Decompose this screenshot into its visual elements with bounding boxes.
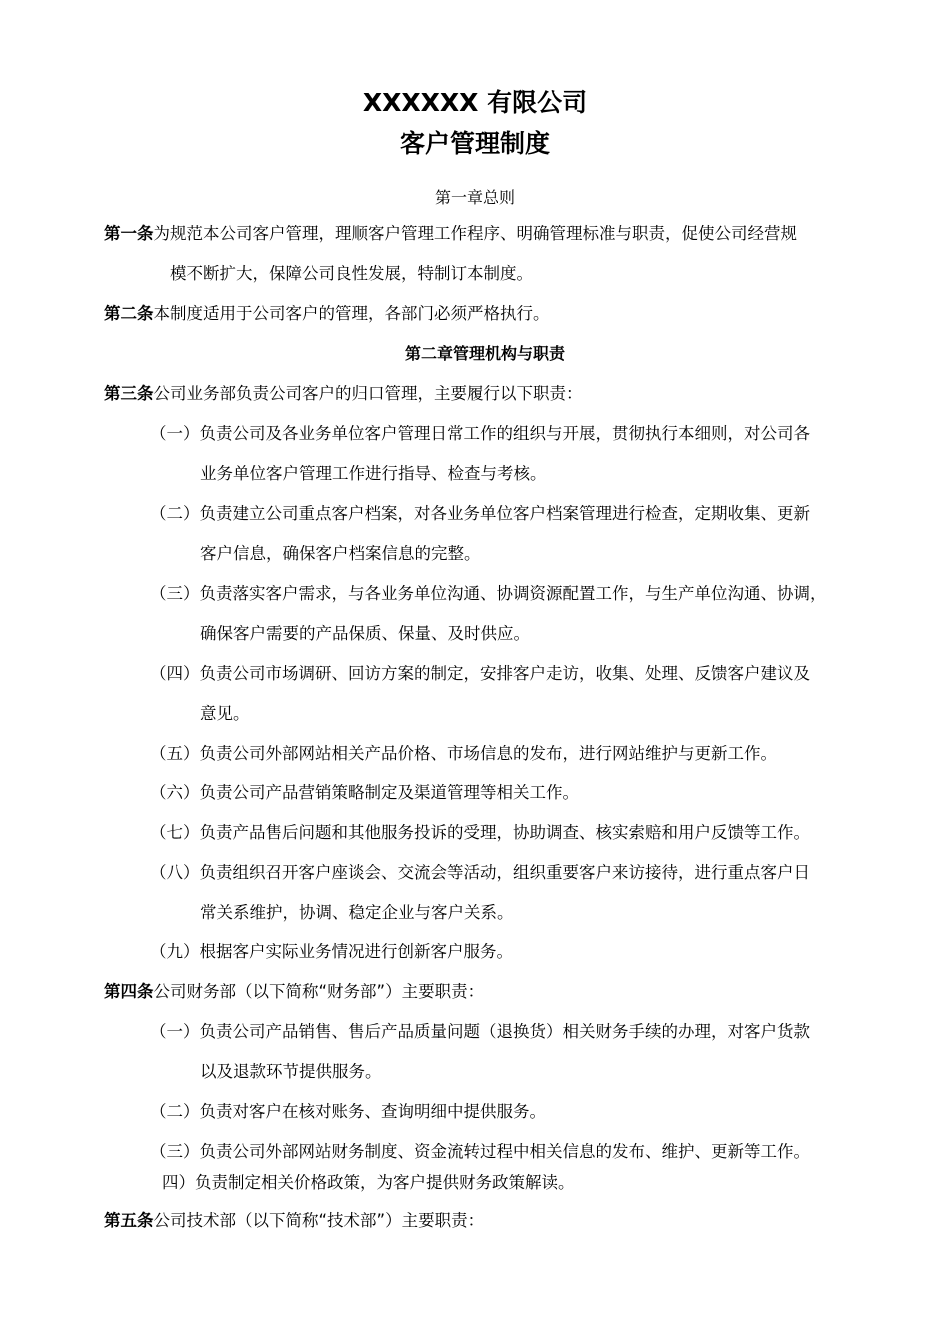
article-3-item-4-continuation: 意见。 (200, 704, 250, 723)
chapter-2-heading: 第二章管理机构与职责 (404, 344, 565, 363)
article-3-item-3-continuation: 确保客户需要的产品保质、保量、及时供应。 (200, 624, 530, 643)
article-5-label: 第五条 (104, 1211, 154, 1230)
article-3-text: 公司业务部负责公司客户的归口管理，主要履行以下职责： (153, 384, 583, 403)
article-2-text: 本制度适用于公司客户的管理，各部门必须严格执行。 (153, 304, 550, 323)
article-3-item-3: （三）负责落实客户需求，与各业务单位沟通、协调资源配置工作，与生产单位沟通、协调， (150, 584, 827, 603)
article-3-label: 第三条 (104, 384, 154, 403)
article-2 (104, 303, 550, 325)
article-3-item-7: （七）负责产品售后问题和其他服务投诉的受理，协助调查、核实索赔和用户反馈等工作。 (150, 823, 810, 842)
article-4-text: 公司财务部（以下简称“财务部”）主要职责： (153, 982, 485, 1001)
article-1-text: 为规范本公司客户管理，理顺客户管理工作程序、明确管理标准与职责，促使公司经营规 (153, 224, 797, 243)
article-3-item-5: （五）负责公司外部网站相关产品价格、市场信息的发布，进行网站维护与更新工作。 (150, 744, 777, 763)
article-3-item-9: （九）根据客户实际业务情况进行创新客户服务。 (150, 942, 513, 961)
company-title: XXXXXX 有限公司 (362, 88, 588, 117)
article-4-label: 第四条 (104, 982, 154, 1001)
article-1-label: 第一条 (104, 224, 154, 243)
article-3-item-6: （六）负责公司产品营销策略制定及渠道管理等相关工作。 (150, 783, 579, 802)
article-3-item-4: （四）负责公司市场调研、回访方案的制定，安排客户走访，收集、处理、反馈客户建议及 (150, 664, 810, 683)
article-1 (104, 223, 797, 245)
article-4-item-3: （三）负责公司外部网站财务制度、资金流转过程中相关信息的发布、维护、更新等工作。 (150, 1142, 810, 1161)
article-3-item-8: （八）负责组织召开客户座谈会、交流会等活动，组织重要客户来访接待，进行重点客户日 (150, 863, 810, 882)
article-4-item-2: （二）负责对客户在核对账务、查询明细中提供服务。 (150, 1102, 546, 1121)
article-3-item-1-continuation: 业务单位客户管理工作进行指导、检查与考核。 (200, 464, 547, 483)
article-5 (104, 1210, 484, 1232)
article-2-label: 第二条 (104, 304, 154, 323)
article-4 (104, 981, 484, 1003)
article-4-item-1-continuation: 以及退款环节提供服务。 (200, 1062, 382, 1081)
article-3 (104, 383, 583, 405)
article-3-item-2: （二）负责建立公司重点客户档案，对各业务单位客户档案管理进行检查，定期收集、更新 (150, 504, 810, 523)
article-4-item-4: 四）负责制定相关价格政策，为客户提供财务政策解读。 (162, 1173, 575, 1192)
article-5-text: 公司技术部（以下简称“技术部”）主要职责： (153, 1211, 485, 1230)
article-3-item-1: （一）负责公司及各业务单位客户管理日常工作的组织与开展，贯彻执行本细则，对公司各 (150, 424, 810, 443)
article-1-continuation: 模不断扩大，保障公司良性发展，特制订本制度。 (170, 264, 533, 283)
article-3-item-2-continuation: 客户信息，确保客户档案信息的完整。 (200, 544, 481, 563)
policy-title: 客户管理制度 (399, 129, 550, 158)
article-4-item-1: （一）负责公司产品销售、售后产品质量问题（退换货）相关财务手续的办理，对客户货款 (150, 1022, 810, 1041)
chapter-1-heading: 第一章总则 (434, 188, 515, 207)
article-3-item-8-continuation: 常关系维护，协调、稳定企业与客户关系。 (200, 903, 514, 922)
